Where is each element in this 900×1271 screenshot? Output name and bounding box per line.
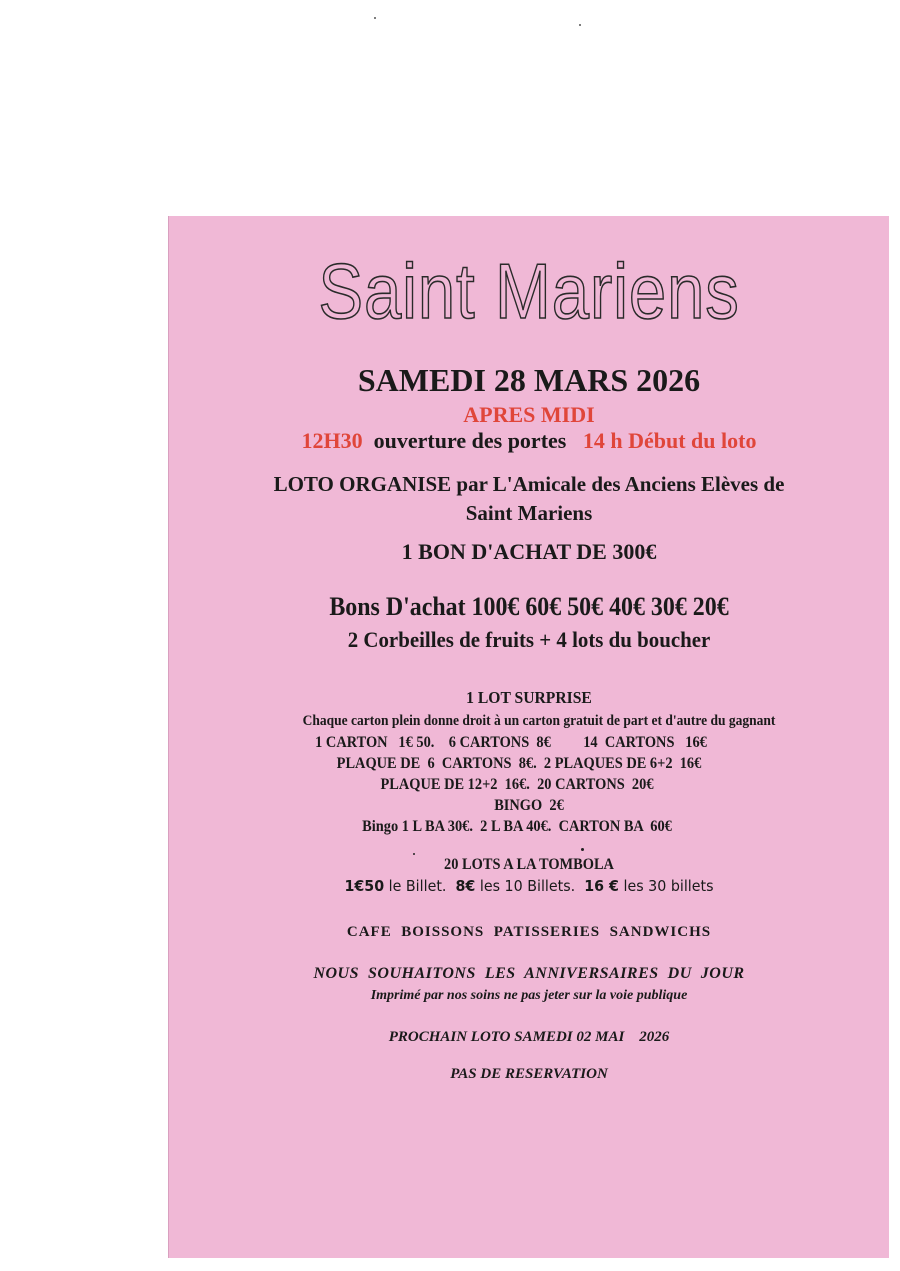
price-line-1: 1 CARTON 1€ 50. 6 CARTONS 8€ 14 CARTONS 16€ (315, 734, 707, 751)
scan-speck (581, 848, 584, 851)
tombola-price-3-text: les 30 billets (618, 877, 714, 895)
tombola-price-1-amount: 1€50 (344, 877, 385, 895)
organiser-line-1: LOTO ORGANISE par L'Amicale des Anciens Elèves de (273, 472, 785, 496)
flyer-title: Saint Mariens (318, 247, 740, 335)
tombola-prices (187, 877, 871, 895)
next-loto: PROCHAIN LOTO SAMEDI 02 MAI 2026 (388, 1029, 670, 1045)
start-text: 14 h Début du loto (582, 428, 757, 453)
organiser-block (169, 470, 889, 528)
tombola-price-2-amount: 8€ (455, 877, 476, 895)
surprise-lot: 1 LOT SURPRISE (466, 688, 592, 707)
schedule-line (169, 428, 889, 454)
scan-speck (374, 17, 376, 19)
loto-flyer (168, 216, 889, 1258)
tombola-title: 20 LOTS A LA TOMBOLA (444, 856, 614, 873)
anniversaries-line: NOUS SOUHAITONS LES ANNIVERSAIRES DU JOUR (313, 965, 745, 982)
organiser-line-2: Saint Mariens (465, 501, 593, 525)
baskets-line: 2 Corbeilles de fruits + 4 lots du boucher (347, 627, 711, 652)
no-reservation: PAS DE RESERVATION (450, 1066, 608, 1082)
tombola-price-1-text: le Billet. (384, 877, 456, 895)
main-prize: 1 BON D'ACHAT DE 300€ (401, 539, 657, 564)
apres-midi-label: APRES MIDI (463, 402, 595, 427)
price-line-5: Bingo 1 L BA 30€. 2 L BA 40€. CARTON BA 60€ (362, 818, 672, 835)
price-line-3: PLAQUE DE 12+2 16€. 20 CARTONS 20€ (380, 776, 654, 793)
rule-line: Chaque carton plein donne droit à un carton gratuit de part et d'autre du gagnant (302, 713, 776, 729)
scan-speck (413, 853, 415, 855)
refreshments-line: CAFE BOISSONS PATISSERIES SANDWICHS (346, 924, 712, 940)
tombola-price-3-amount: 16 € (584, 877, 619, 895)
open-time: 12H30 (301, 428, 363, 453)
price-line-2: PLAQUE DE 6 CARTONS 8€. 2 PLAQUES DE 6+2 16€ (336, 755, 702, 772)
scan-speck (579, 24, 581, 26)
price-line-4: BINGO 2€ (494, 797, 564, 814)
printed-notice: Imprimé par nos soins ne pas jeter sur la voie publique (370, 988, 688, 1003)
open-text: ouverture des portes (373, 428, 567, 453)
event-date: SAMEDI 28 MARS 2026 (357, 362, 701, 398)
vouchers-line: Bons D'achat 100€ 60€ 50€ 40€ 30€ 20€ (329, 592, 729, 621)
tombola-price-2-text: les 10 Billets. (475, 877, 585, 895)
